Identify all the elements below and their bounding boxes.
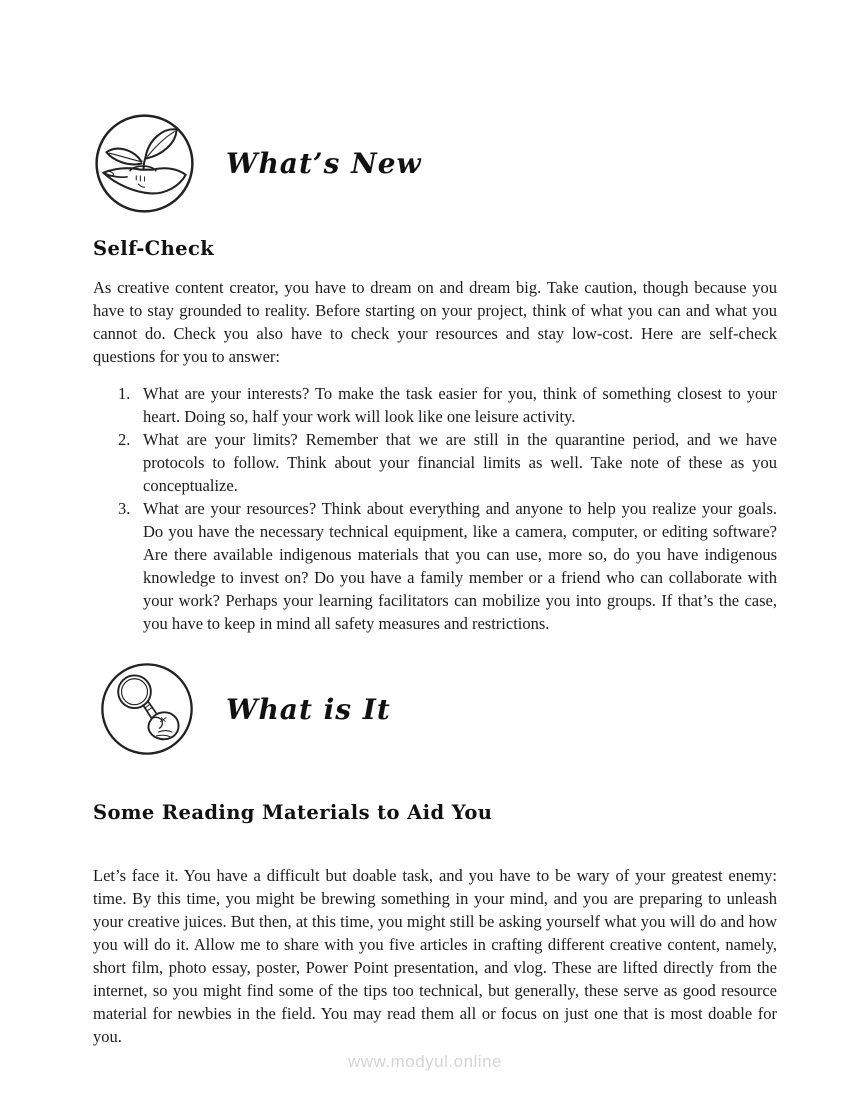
watermark: www.modyul.online	[347, 1052, 502, 1071]
whats-new-title: What’s New	[226, 147, 422, 180]
reading-materials-heading: Some Reading Materials to Aid You	[93, 801, 493, 824]
magnifier-in-hand-icon	[99, 661, 195, 757]
list-item-number: 2.	[118, 430, 131, 449]
list-item-text: What are your interests? To make the task easier for you, think of something closest to your heart. Doing so, half your work will look like one leisure activity.	[143, 384, 777, 426]
self-check-paragraph: As creative content creator, you have to dream on and dream big. Take caution, though because you have to stay grounded to reality. Before starting on your project, think of what you can and what you cannot do. Check you also have to check your resources and stay low-cost. Here are self-check questions for you to answer:	[93, 278, 777, 366]
list-item-number: 3.	[118, 499, 131, 518]
what-is-it-title: What is It	[226, 692, 391, 726]
list-item	[93, 497, 777, 635]
list-item-number: 1.	[118, 384, 131, 403]
self-check-question-list	[93, 382, 777, 635]
what-is-it-banner	[93, 661, 777, 757]
page-content	[93, 0, 777, 1048]
reading-materials-paragraph: Let’s face it. You have a difficult but doable task, and you have to be wary of your greatest enemy: time. By this time, you might be brewing something in your mind, and you are preparing to unleash your creative juices. But then, at this time, you might still be asking yourself what you will do and how you will do it. Allow me to share with you five articles in crafting different creative content, namely, short film, photo essay, poster, Power Point presentation, and vlog. These are lifted directly from the internet, so you might find some of the tips too technical, but generally, these serve as good resource material for newbies in the field. You may read them all or focus on just one that is most doable for you.	[93, 866, 777, 1046]
whats-new-banner	[93, 112, 777, 215]
list-item-text: What are your resources? Think about everything and anyone to help you realize your goals. Do you have the necessary technical equipment, like a camera, computer, or editing software? Are there available indigenous materials that you can use, more so, do you have indigenous knowledge to invest on? Do you have a family member or a friend who can collaborate with your work? Perhaps your learning facilitators can mobilize you into groups. If that’s the case, you have to keep in mind all safety measures and restrictions.	[143, 499, 777, 633]
self-check-heading: Self-Check	[93, 237, 215, 260]
list-item	[93, 428, 777, 497]
list-item	[93, 382, 777, 428]
list-item-text: What are your limits? Remember that we are still in the quarantine period, and we have protocols to follow. Think about your financial limits as well. Take note of these as you conceptualize.	[143, 430, 777, 495]
seedling-in-hand-icon	[93, 112, 196, 215]
